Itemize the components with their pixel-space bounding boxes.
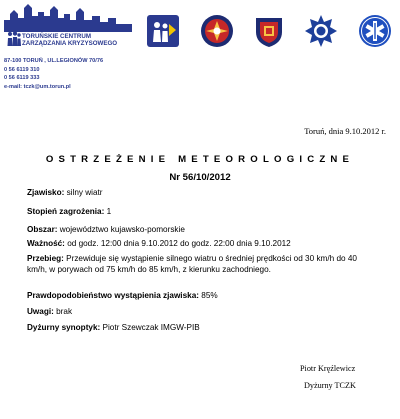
probability-value: 85% xyxy=(198,291,218,300)
ambulance-star-of-life-logo xyxy=(358,14,392,48)
org-name-line1: TORUŃSKIE CENTRUM xyxy=(22,33,91,40)
threat-level-label: Stopień zagrożenia: xyxy=(27,207,105,216)
forecast-label: Przebieg: xyxy=(27,254,64,263)
family-shelter-logo xyxy=(146,14,180,48)
duty-forecaster-value: Piotr Szewczak IMGW-PIB xyxy=(100,323,200,332)
document-title: OSTRZEŻENIE METEOROLOGICZNE xyxy=(45,154,355,165)
notes-field xyxy=(27,306,377,317)
validity-label: Ważność: xyxy=(27,239,65,248)
phenomenon-value: silny wiatr xyxy=(64,188,103,197)
signature-role: Dyżurny TCZK xyxy=(304,381,356,390)
notes-label: Uwagi: xyxy=(27,307,54,316)
document-number: Nr 56/10/2012 xyxy=(169,172,231,183)
service-logos xyxy=(146,14,398,50)
forecast-value: Przewiduje się wystąpienie silnego wiatru o średniej prędkości od 30 km/h do 40 km/h, w porywach od 75 km/h do 85 km/h, z kierunku zachodniego. xyxy=(27,254,357,274)
letterhead xyxy=(0,0,400,100)
place-and-date: Toruń, dnia 9.10.2012 r. xyxy=(304,126,386,136)
validity-value: od godz. 12:00 dnia 9.10.2012 do godz. 22:00 dnia 9.10.2012 xyxy=(64,239,291,248)
threat-level-field xyxy=(27,206,377,217)
area-label: Obszar: xyxy=(27,225,58,234)
city-guard-logo xyxy=(252,14,286,48)
duty-forecaster-label: Dyżurny synoptyk: xyxy=(27,323,101,332)
phone-1: 0 56 6119 310 xyxy=(4,66,40,73)
phenomenon-field xyxy=(27,187,377,198)
phenomenon-label: Zjawisko: xyxy=(27,188,65,197)
duty-forecaster-field xyxy=(27,322,377,333)
phone-2: 0 56 6119 333 xyxy=(4,75,40,82)
people-icon xyxy=(6,30,22,46)
org-name-line2: ZARZĄDZANIA KRYZYSOWEGO xyxy=(22,40,118,47)
city-skyline-logo xyxy=(4,2,132,32)
probability-field xyxy=(27,290,377,301)
organization-name xyxy=(22,33,132,47)
area-field xyxy=(27,224,377,235)
validity-field xyxy=(27,238,377,249)
fire-brigade-logo xyxy=(200,14,234,48)
threat-level-value: 1 xyxy=(104,207,112,216)
contact-block xyxy=(4,57,134,91)
police-star-logo xyxy=(304,14,338,48)
address: 87-100 TORUŃ , UL.LEGIONÓW 70/76 xyxy=(4,58,104,64)
email: e-mail: tczk@um.torun.pl xyxy=(4,83,71,90)
notes-value: brak xyxy=(53,307,73,316)
probability-label: Prawdopodobieństwo wystąpienia zjawiska: xyxy=(27,291,199,300)
signature-name: Piotr Kręźlewicz xyxy=(300,364,356,373)
forecast-field xyxy=(27,253,377,275)
area-value: województwo kujawsko-pomorskie xyxy=(57,225,185,234)
